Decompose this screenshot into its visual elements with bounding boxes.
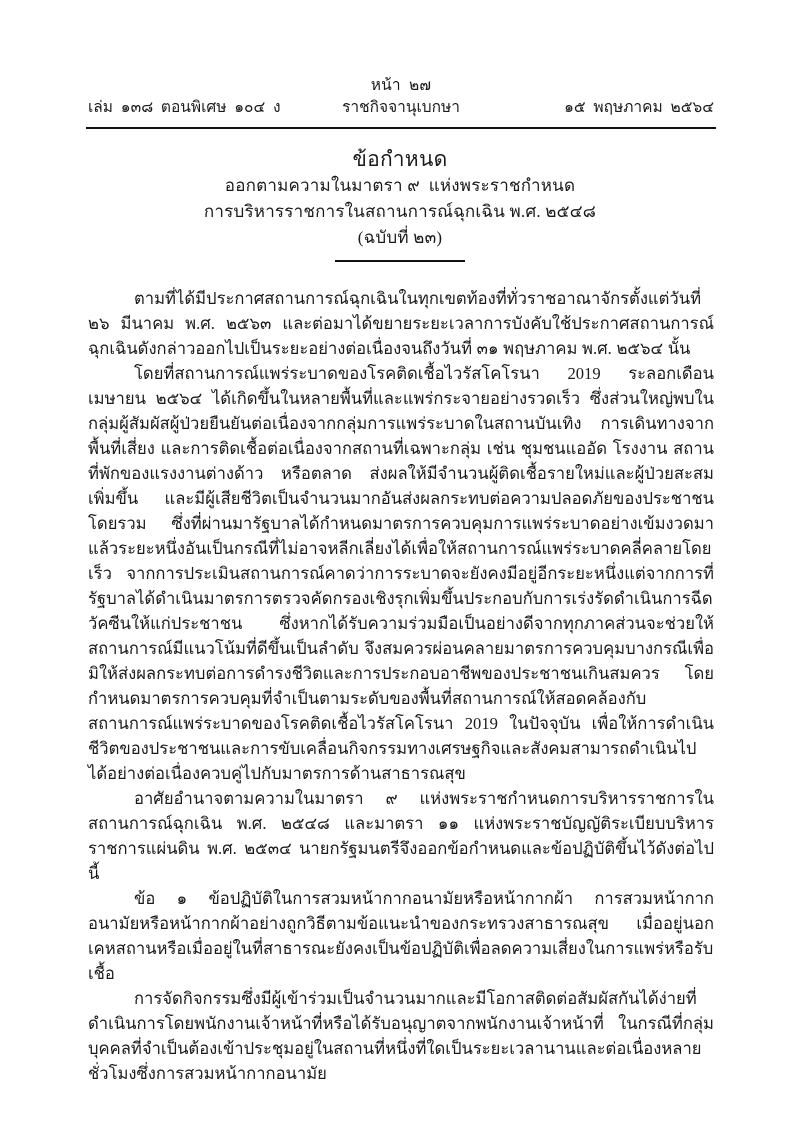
page-header (88, 76, 714, 118)
document-subtitle-authority: ออกตามความในมาตรา ๙ แห่งพระราชกำหนด (224, 176, 576, 195)
body-paragraph-2 (88, 361, 714, 786)
paragraph-text: ตามที่ได้มีประกาศสถานการณ์ฉุกเฉินในทุกเขตท้องที่ทั่วราชอาณาจักรตั้งแต่วันที่ ๒๖ มีนาคม พ.ศ. ๒๕๖๓ และต่อมาได้ขยายระยะเวลาการบังคับใช้ประกาศสถานการณ์ฉุกเฉินดังกล่าวออกไปเป็นระยะอย่างต่อเนื่องจนถึงวันที่ ๓๑ พฤษภาคม พ.ศ. ๒๕๖๔ นั้น (88, 289, 714, 358)
paragraph-text: ข้อ ๑ ข้อปฏิบัติในการสวมหน้ากากอนามัยหรือหน้ากากผ้า การสวมหน้ากากอนามัยหรือหน้ากากผ้าอย่างถูกวิธีตามข้อแนะนำของกระทรวงสาธารณสุข เมื่ออยู่นอกเคหสถานหรือเมื่ออยู่ในที่สาธารณะยังคงเป็นข้อปฏิบัติเพื่อลดความเสี่ยงในการแพร่หรือรับเชื้อ (88, 889, 714, 983)
paragraph-text: การจัดกิจกรรมซึ่งมีผู้เข้าร่วมเป็นจำนวนมากและมีโอกาสติดต่อสัมผัสกันได้ง่ายที่ดำเนินการโดยพนักงานเจ้าหน้าที่หรือได้รับอนุญาตจากพนักงานเจ้าหน้าที่ ในกรณีที่กลุ่มบุคคลที่จำเป็นต้องเข้าประชุมอยู่ในสถานที่หนึ่งที่ใดเป็นระยะเวลานานและต่อเนื่องหลายชั่วโมงซึ่งการสวมหน้ากากอนามัย (88, 989, 714, 1083)
header-volume-info: เล่ม ๑๓๘ ตอนพิเศษ ๑๐๔ ง (88, 99, 281, 116)
header-row (88, 97, 714, 118)
body-paragraph-4-clause-1 (88, 886, 714, 986)
header-page-number: หน้า ๒๗ (370, 77, 432, 94)
header-publication-date: ๑๕ พฤษภาคม ๒๕๖๔ (564, 99, 714, 116)
body-paragraph-1 (88, 286, 714, 361)
paragraph-text: อาศัยอำนาจตามความในมาตรา ๙ แห่งพระราชกำหนดการบริหารราชการในสถานการณ์ฉุกเฉิน พ.ศ. ๒๕๔๘ และมาตรา ๑๑ แห่งพระราชบัญญัติระเบียบบริหารราชการแผ่นดิน พ.ศ. ๒๕๓๔ นายกรัฐมนตรีจึงออกข้อกำหนดและข้อปฏิบัติขึ้นไว้ดังต่อไปนี้ (88, 789, 714, 883)
document-title: ข้อกำหนด (352, 147, 448, 171)
title-block (100, 146, 700, 262)
body-paragraph-5 (88, 986, 714, 1086)
paragraph-text: โดยที่สถานการณ์แพร่ระบาดของโรคติดเชื้อไวรัสโคโรนา 2019 ระลอกเดือนเมษายน ๒๕๖๔ ได้เกิดขึ้นในหลายพื้นที่และแพร่กระจายอย่างรวดเร็ว ซึ่งส่วนใหญ่พบในกลุ่มผู้สัมผัสผู้ป่วยยืนยันต่อเนื่องจากกลุ่มการแพร่ระบาดในสถานบันเทิง การเดินทางจากพื้นที่เสี่ยง และการติดเชื้อต่อเนื่องจากสถานที่เฉพาะกลุ่ม เช่น ชุมชนแออัด โรงงาน สถานที่พักของแรงงานต่างด้าว หรือตลาด ส่งผลให้มีจำนวนผู้ติดเชื้อรายใหม่และผู้ป่วยสะสมเพิ่มขึ้น และมีผู้เสียชีวิตเป็นจำนวนมากอันส่งผลกระทบต่อความปลอดภัยของประชาชนโดยรวม ซึ่งที่ผ่านมารัฐบาลได้กำหนดมาตรการควบคุมการแพร่ระบาดอย่างเข้มงวดมาแล้วระยะหนึ่งอันเป็นกรณีที่ไม่อาจหลีกเลี่ยงได้เพื่อให้สถานการณ์แพร่ระบาดคลี่คลายโดยเร็ว จากการประเมินสถานการณ์คาดว่าการระบาดจะยังคงมีอยู่อีกระยะหนึ่งแต่จากการที่รัฐบาลได้ดำเนินมาตรการตรวจคัดกรองเชิงรุกเพิ่มขึ้นประกอบกับการเร่งรัดดำเนินการฉีดวัคซีนให้แก่ประชาชน ซึ่งหากได้รับความร่วมมือเป็นอย่างดีจากทุกภาคส่วนจะช่วยให้สถานการณ์มีแนวโน้มที่ดีขึ้นเป็นลำดับ จึงสมควรผ่อนคลายมาตรการควบคุมบางกรณีเพื่อมิให้ส่งผลกระทบต่อการดำรงชีวิตและการประกอบอาชีพของประชาชนเกินสมควร โดยกำหนดมาตรการควบคุมที่จำเป็นตามระดับของพื้นที่สถานการณ์ให้สอดคล้องกับสถานการณ์แพร่ระบาดของโรคติดเชื้อไวรัสโคโรนา 2019 ในปัจจุบัน เพื่อให้การดำเนินชีวิตของประชาชนและการขับเคลื่อนกิจกรรมทางเศรษฐกิจและสังคมสามารถดำเนินไปได้อย่างต่อเนื่องควบคู่ไปกับมาตรการด้านสาธารณสุข (88, 364, 714, 783)
title-divider-rule (335, 260, 465, 262)
body-paragraph-3 (88, 786, 714, 886)
document-subtitle-act: การบริหารราชการในสถานการณ์ฉุกเฉิน พ.ศ. ๒๕๔๘ (203, 202, 597, 221)
header-gazette-name: ราชกิจจานุเบกษา (342, 99, 460, 116)
document-body (88, 286, 714, 1086)
header-divider-rule (86, 127, 716, 129)
title-rule-wrap (100, 260, 700, 262)
document-edition: (ฉบับที่ ๒๓) (357, 228, 443, 247)
